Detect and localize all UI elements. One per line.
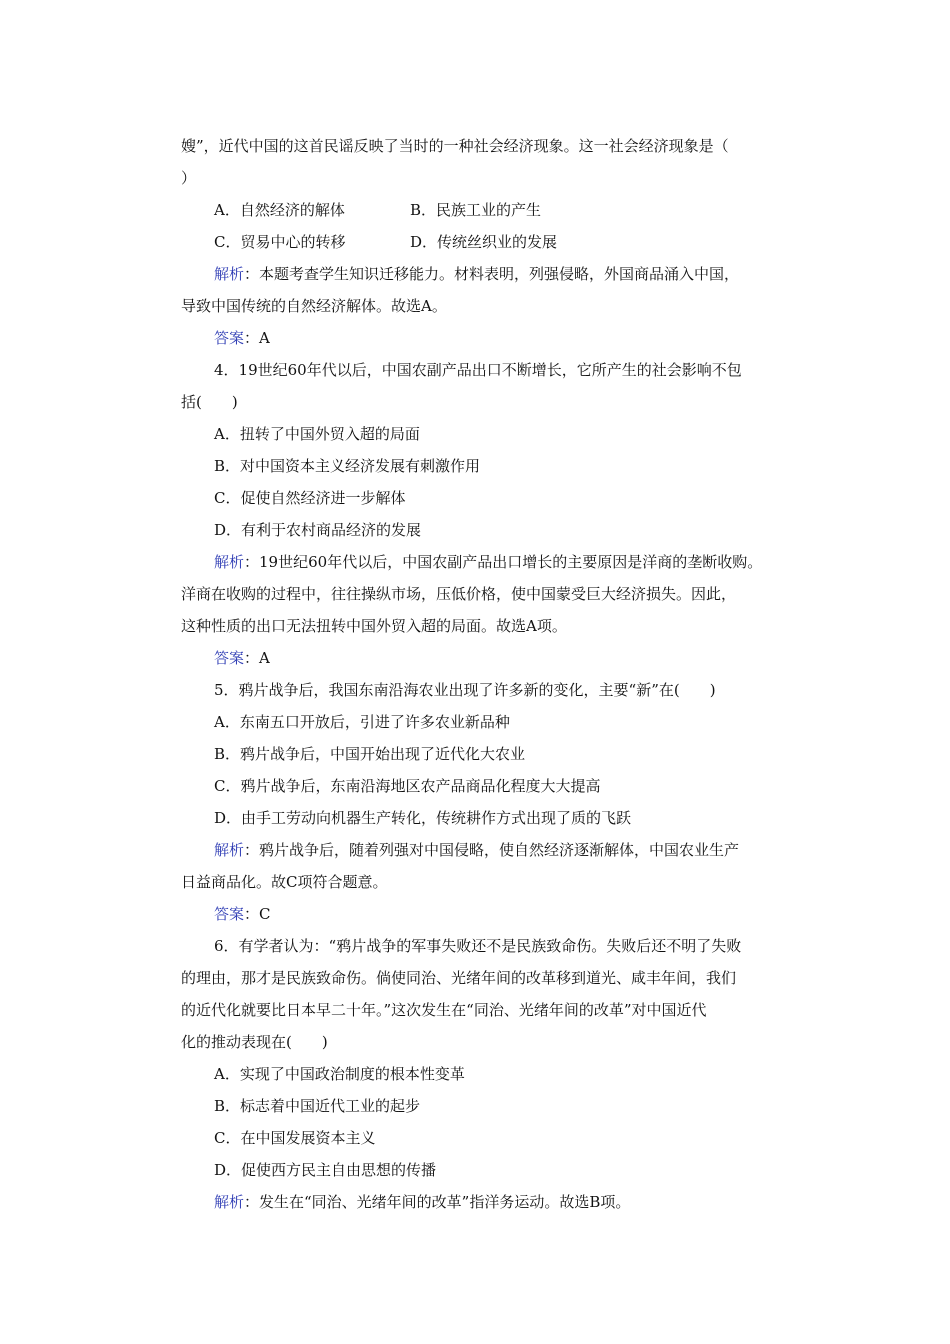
analysis-text: ：鸦片战争后，随着列强对中国侵略，使自然经济逐渐解体，中国农业生产 bbox=[244, 841, 740, 859]
answer-value: ：A bbox=[244, 329, 270, 347]
answer-label: 答案 bbox=[214, 649, 245, 667]
answer-label: 答案 bbox=[214, 905, 245, 923]
q6-option-b: B．标志着中国近代工业的起步 bbox=[214, 1097, 421, 1115]
analysis-label: 解析 bbox=[214, 1193, 245, 1211]
q3-option-a: A．自然经济的解体 bbox=[214, 201, 345, 219]
q4-option-d: D．有利于农村商品经济的发展 bbox=[214, 521, 422, 539]
answer-value: ：A bbox=[244, 649, 270, 667]
q6-option-a: A．实现了中国政治制度的根本性变革 bbox=[214, 1065, 465, 1083]
q4-answer bbox=[214, 648, 270, 668]
analysis-label: 解析 bbox=[214, 553, 245, 571]
q3-analysis-line-2: 导致中国传统的自然经济解体。故选A。 bbox=[181, 297, 447, 315]
q4-stem-line-2: 括( ) bbox=[181, 393, 238, 411]
q6-option-d: D．促使西方民主自由思想的传播 bbox=[214, 1161, 437, 1179]
q6-stem-line-1: 6．有学者认为：“鸦片战争的军事失败还不是民族致命伤。失败后还不明了失败 bbox=[214, 937, 742, 955]
answer-value: ：C bbox=[244, 905, 271, 923]
q5-option-d: D．由手工劳动向机器生产转化，传统耕作方式出现了质的飞跃 bbox=[214, 809, 632, 827]
analysis-text: ：19世纪60年代以后，中国农副产品出口增长的主要原因是洋商的垄断收购。 bbox=[244, 553, 763, 571]
q6-stem-line-3: 的近代化就要比日本早二十年。”这次发生在“同治、光绪年间的改革”对中国近代 bbox=[181, 1001, 707, 1019]
q4-analysis-line-1 bbox=[214, 552, 762, 572]
q6-stem-line-4: 化的推动表现在( ) bbox=[181, 1033, 328, 1051]
q3-stem-line-2: ） bbox=[181, 169, 197, 187]
q3-answer bbox=[214, 328, 270, 348]
q4-stem-line-1: 4．19世纪60年代以后，中国农副产品出口不断增长，它所产生的社会影响不包 bbox=[214, 361, 742, 379]
q5-answer bbox=[214, 904, 271, 924]
answer-label: 答案 bbox=[214, 329, 245, 347]
q3-analysis-line-1 bbox=[214, 264, 739, 284]
q5-stem-line-1: 5．鸦片战争后，我国东南沿海农业出现了许多新的变化，主要“新”在( ) bbox=[214, 681, 716, 699]
q4-option-b: B．对中国资本主义经济发展有刺激作用 bbox=[214, 457, 481, 475]
q4-option-a: A．扭转了中国外贸入超的局面 bbox=[214, 425, 420, 443]
q6-analysis-line-1 bbox=[214, 1192, 630, 1212]
q3-option-c: C．贸易中心的转移 bbox=[214, 233, 346, 251]
q5-analysis-line-2: 日益商品化。故C项符合题意。 bbox=[181, 873, 388, 891]
q5-option-b: B．鸦片战争后，中国开始出现了近代化大农业 bbox=[214, 745, 526, 763]
q3-option-d: D．传统丝织业的发展 bbox=[410, 233, 558, 251]
q4-option-c: C．促使自然经济进一步解体 bbox=[214, 489, 406, 507]
q4-analysis-line-3: 这种性质的出口无法扭转中国外贸入超的局面。故选A项。 bbox=[181, 617, 567, 635]
q5-option-a: A．东南五口开放后，引进了许多农业新品种 bbox=[214, 713, 510, 731]
q5-option-c: C．鸦片战争后，东南沿海地区农产品商品化程度大大提高 bbox=[214, 777, 601, 795]
q5-analysis-line-1 bbox=[214, 840, 739, 860]
q6-option-c: C．在中国发展资本主义 bbox=[214, 1129, 376, 1147]
analysis-label: 解析 bbox=[214, 841, 245, 859]
analysis-label: 解析 bbox=[214, 265, 245, 283]
analysis-text: ：发生在“同治、光绪年间的改革”指洋务运动。故选B项。 bbox=[244, 1193, 631, 1211]
analysis-text: ：本题考查学生知识迁移能力。材料表明，列强侵略，外国商品涌入中国， bbox=[244, 265, 740, 283]
q6-stem-line-2: 的理由，那才是民族致命伤。倘使同治、光绪年间的改革移到道光、咸丰年间，我们 bbox=[181, 969, 737, 987]
q3-option-b: B．民族工业的产生 bbox=[410, 201, 542, 219]
q4-analysis-line-2: 洋商在收购的过程中，往往操纵市场，压低价格，使中国蒙受巨大经济损失。因此， bbox=[181, 585, 737, 603]
q3-stem-line-1: 嫂”，近代中国的这首民谣反映了当时的一种社会经济现象。这一社会经济现象是（ bbox=[181, 137, 729, 155]
